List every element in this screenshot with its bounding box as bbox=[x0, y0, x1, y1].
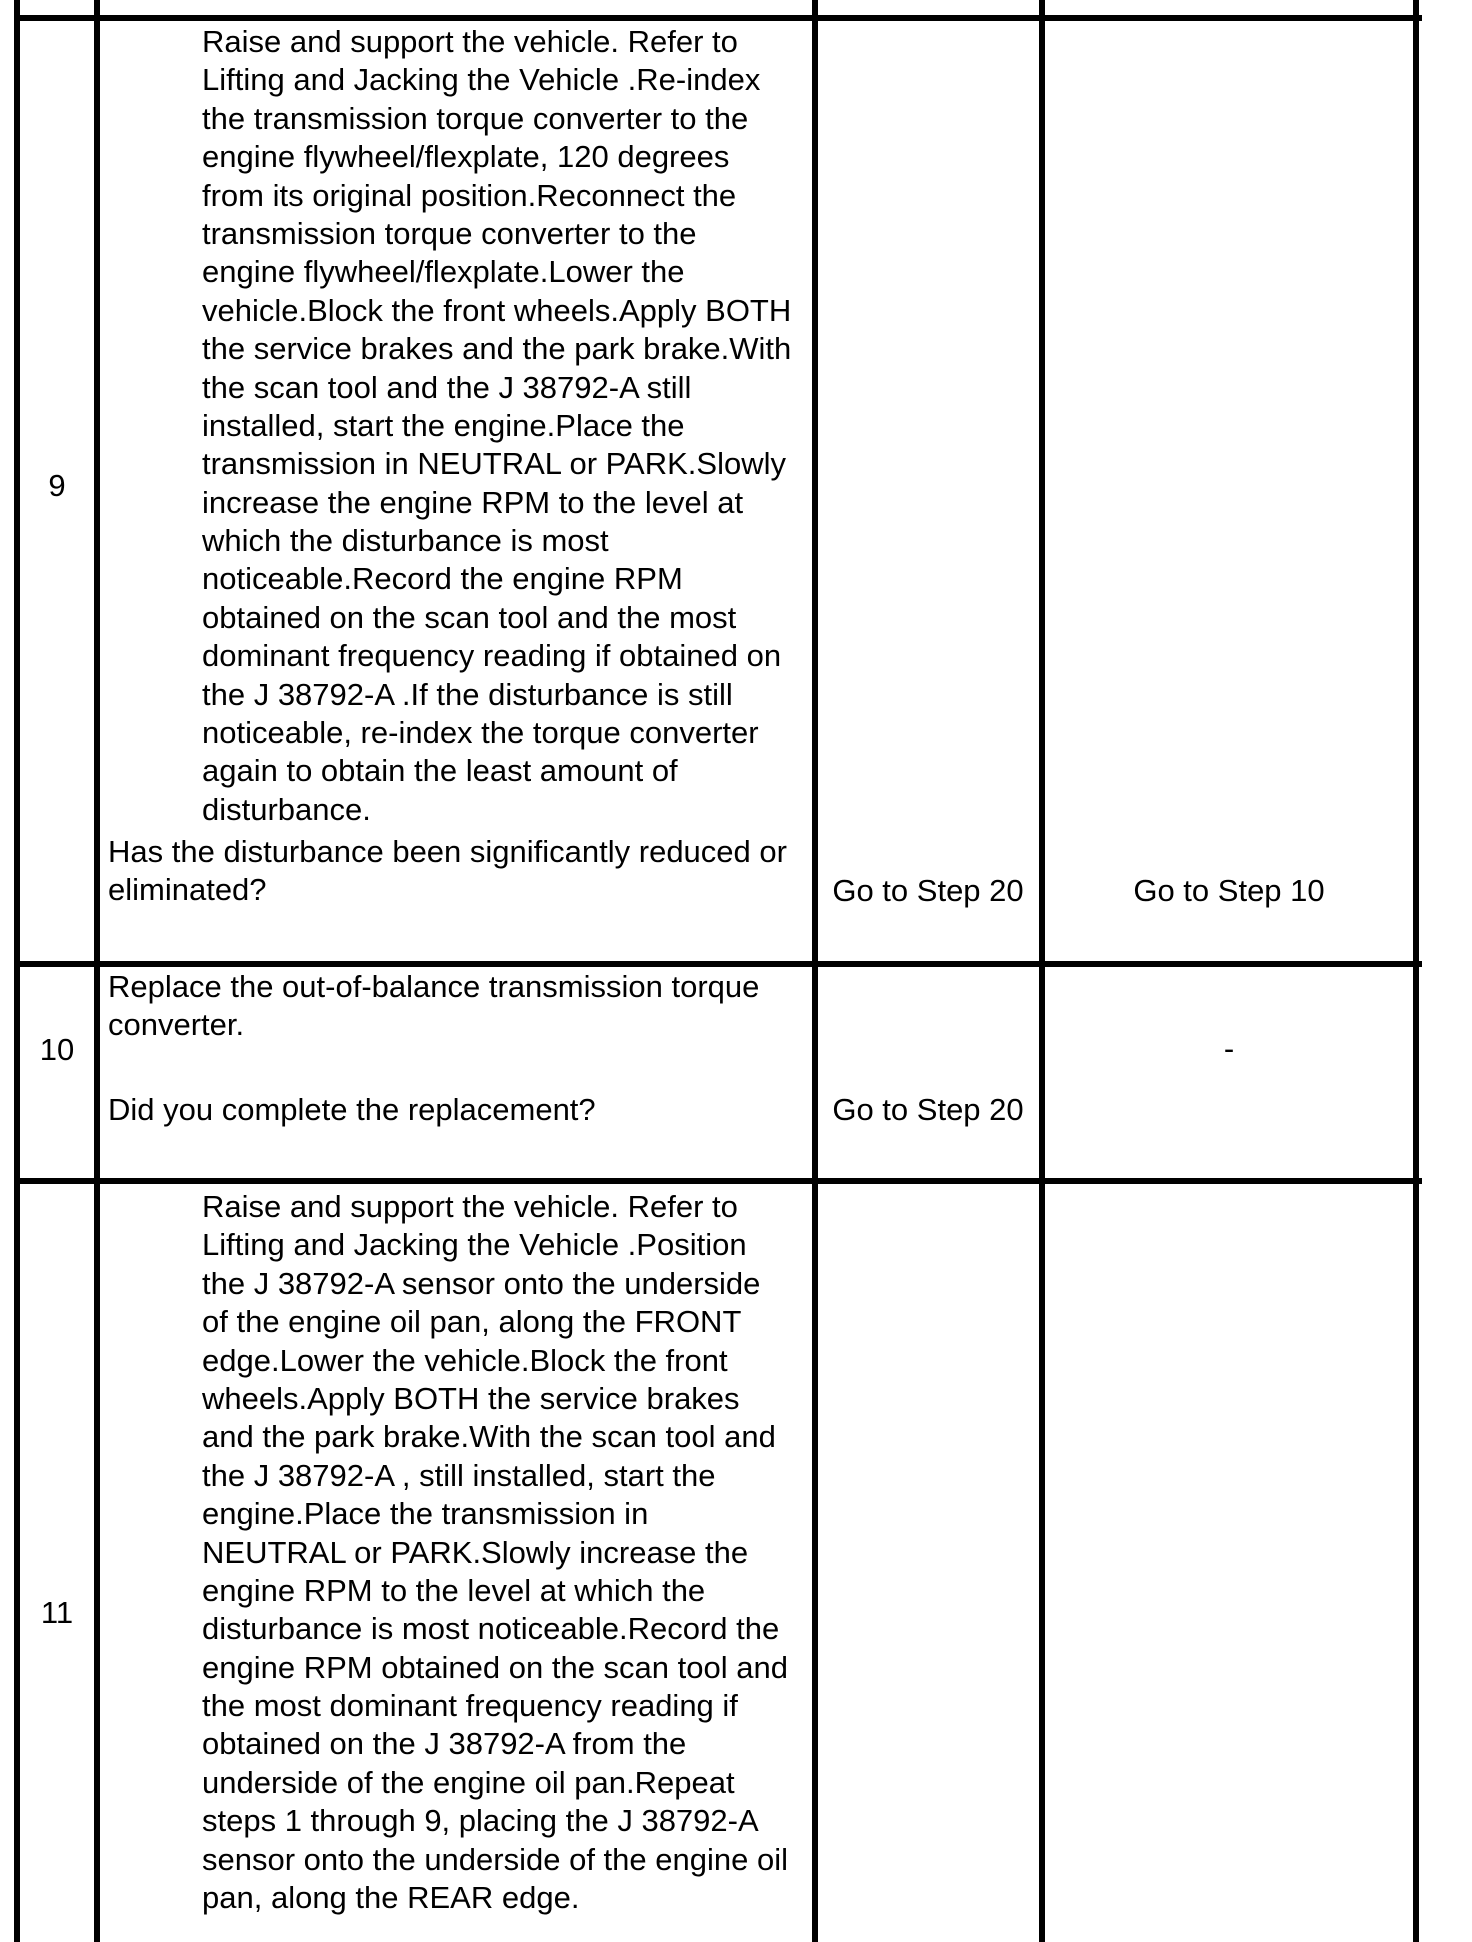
text-line: Lifting and Jacking the Vehicle .Position bbox=[202, 1227, 747, 1263]
text-line: sensor onto the underside of the engine oil bbox=[202, 1841, 788, 1877]
column-divider-yes bbox=[1039, 0, 1045, 1942]
text-line: noticeable, re-index the torque converter bbox=[202, 715, 759, 751]
text-line: increase the engine RPM to the level at bbox=[202, 484, 744, 520]
text-line: converter. bbox=[108, 1007, 245, 1043]
step-number: 10 bbox=[39, 1032, 75, 1067]
text-line: the most dominant frequency reading if bbox=[202, 1688, 738, 1724]
column-divider-step bbox=[94, 0, 100, 1942]
text-line: Lifting and Jacking the Vehicle .Re-index bbox=[202, 62, 761, 98]
text-line: of the engine oil pan, along the FRONT bbox=[202, 1304, 742, 1340]
text-line: eliminated? bbox=[108, 872, 267, 908]
text-line: engine RPM to the level at which the bbox=[202, 1572, 706, 1608]
row-divider bbox=[17, 961, 1422, 967]
text-line: noticeable.Record the engine RPM bbox=[202, 561, 683, 597]
text-line: pan, along the REAR edge. bbox=[202, 1880, 580, 1916]
no-result: - bbox=[1223, 1031, 1235, 1066]
yes-result: Go to Step 20 bbox=[832, 873, 1024, 908]
text-line: disturbance. bbox=[202, 791, 371, 827]
text-line: NEUTRAL or PARK.Slowly increase the bbox=[202, 1534, 749, 1570]
text-line: engine flywheel/flexplate, 120 degrees bbox=[202, 139, 730, 175]
text-line: disturbance is most noticeable.Record the bbox=[202, 1611, 780, 1647]
step-number: 11 bbox=[40, 1595, 74, 1630]
text-line: steps 1 through 9, placing the J 38792-A bbox=[202, 1803, 759, 1839]
yes-result: Go to Step 20 bbox=[832, 1092, 1024, 1127]
text-line: edge.Lower the vehicle.Block the front bbox=[202, 1342, 728, 1378]
text-line: the J 38792-A sensor onto the underside bbox=[202, 1265, 761, 1301]
text-line: obtained on the J 38792-A from the bbox=[202, 1726, 687, 1762]
text-line: and the park brake.With the scan tool and bbox=[202, 1419, 776, 1455]
question-text bbox=[108, 1091, 596, 1129]
text-line: Did you complete the replacement? bbox=[108, 1092, 596, 1127]
step-number: 9 bbox=[48, 468, 66, 503]
text-line: transmission in NEUTRAL or PARK.Slowly bbox=[202, 446, 786, 482]
text-line: again to obtain the least amount of bbox=[202, 753, 678, 789]
no-result: Go to Step 10 bbox=[1133, 873, 1325, 908]
table-border-left bbox=[14, 0, 20, 1942]
text-line: engine RPM obtained on the scan tool and bbox=[202, 1649, 788, 1685]
text-line: the transmission torque converter to the bbox=[202, 100, 749, 136]
text-line: vehicle.Block the front wheels.Apply BOTH bbox=[202, 292, 792, 328]
text-line: engine flywheel/flexplate.Lower the bbox=[202, 254, 685, 290]
action-text bbox=[202, 1188, 788, 1917]
text-line: from its original position.Reconnect the bbox=[202, 177, 737, 213]
text-line: the J 38792-A , still installed, start the bbox=[202, 1457, 716, 1493]
text-line: Has the disturbance been significantly reduced or bbox=[108, 834, 787, 869]
text-line: obtained on the scan tool and the most bbox=[202, 599, 737, 635]
text-line: transmission torque converter to the bbox=[202, 215, 697, 251]
table-border-right bbox=[1413, 0, 1419, 1942]
text-line: installed, start the engine.Place the bbox=[202, 407, 685, 443]
text-line: dominant frequency reading if obtained on bbox=[202, 638, 782, 674]
text-line: Replace the out-of-balance transmission torque bbox=[108, 969, 760, 1004]
text-line: Raise and support the vehicle. Refer to bbox=[202, 24, 738, 59]
text-line: wheels.Apply BOTH the service brakes bbox=[202, 1380, 740, 1416]
text-line: the J 38792-A .If the disturbance is still bbox=[202, 676, 733, 712]
column-divider-action bbox=[812, 0, 818, 1942]
text-line: Raise and support the vehicle. Refer to bbox=[202, 1189, 738, 1224]
action-text bbox=[108, 968, 759, 1045]
text-line: the scan tool and the J 38792-A still bbox=[202, 369, 692, 405]
text-line: the service brakes and the park brake.With bbox=[202, 331, 792, 367]
text-line: which the disturbance is most bbox=[202, 523, 609, 559]
text-line: underside of the engine oil pan.Repeat bbox=[202, 1764, 735, 1800]
row-divider bbox=[17, 15, 1422, 21]
text-line: engine.Place the transmission in bbox=[202, 1496, 649, 1532]
question-text bbox=[108, 833, 787, 910]
action-text bbox=[202, 23, 791, 829]
row-divider bbox=[17, 1178, 1422, 1184]
